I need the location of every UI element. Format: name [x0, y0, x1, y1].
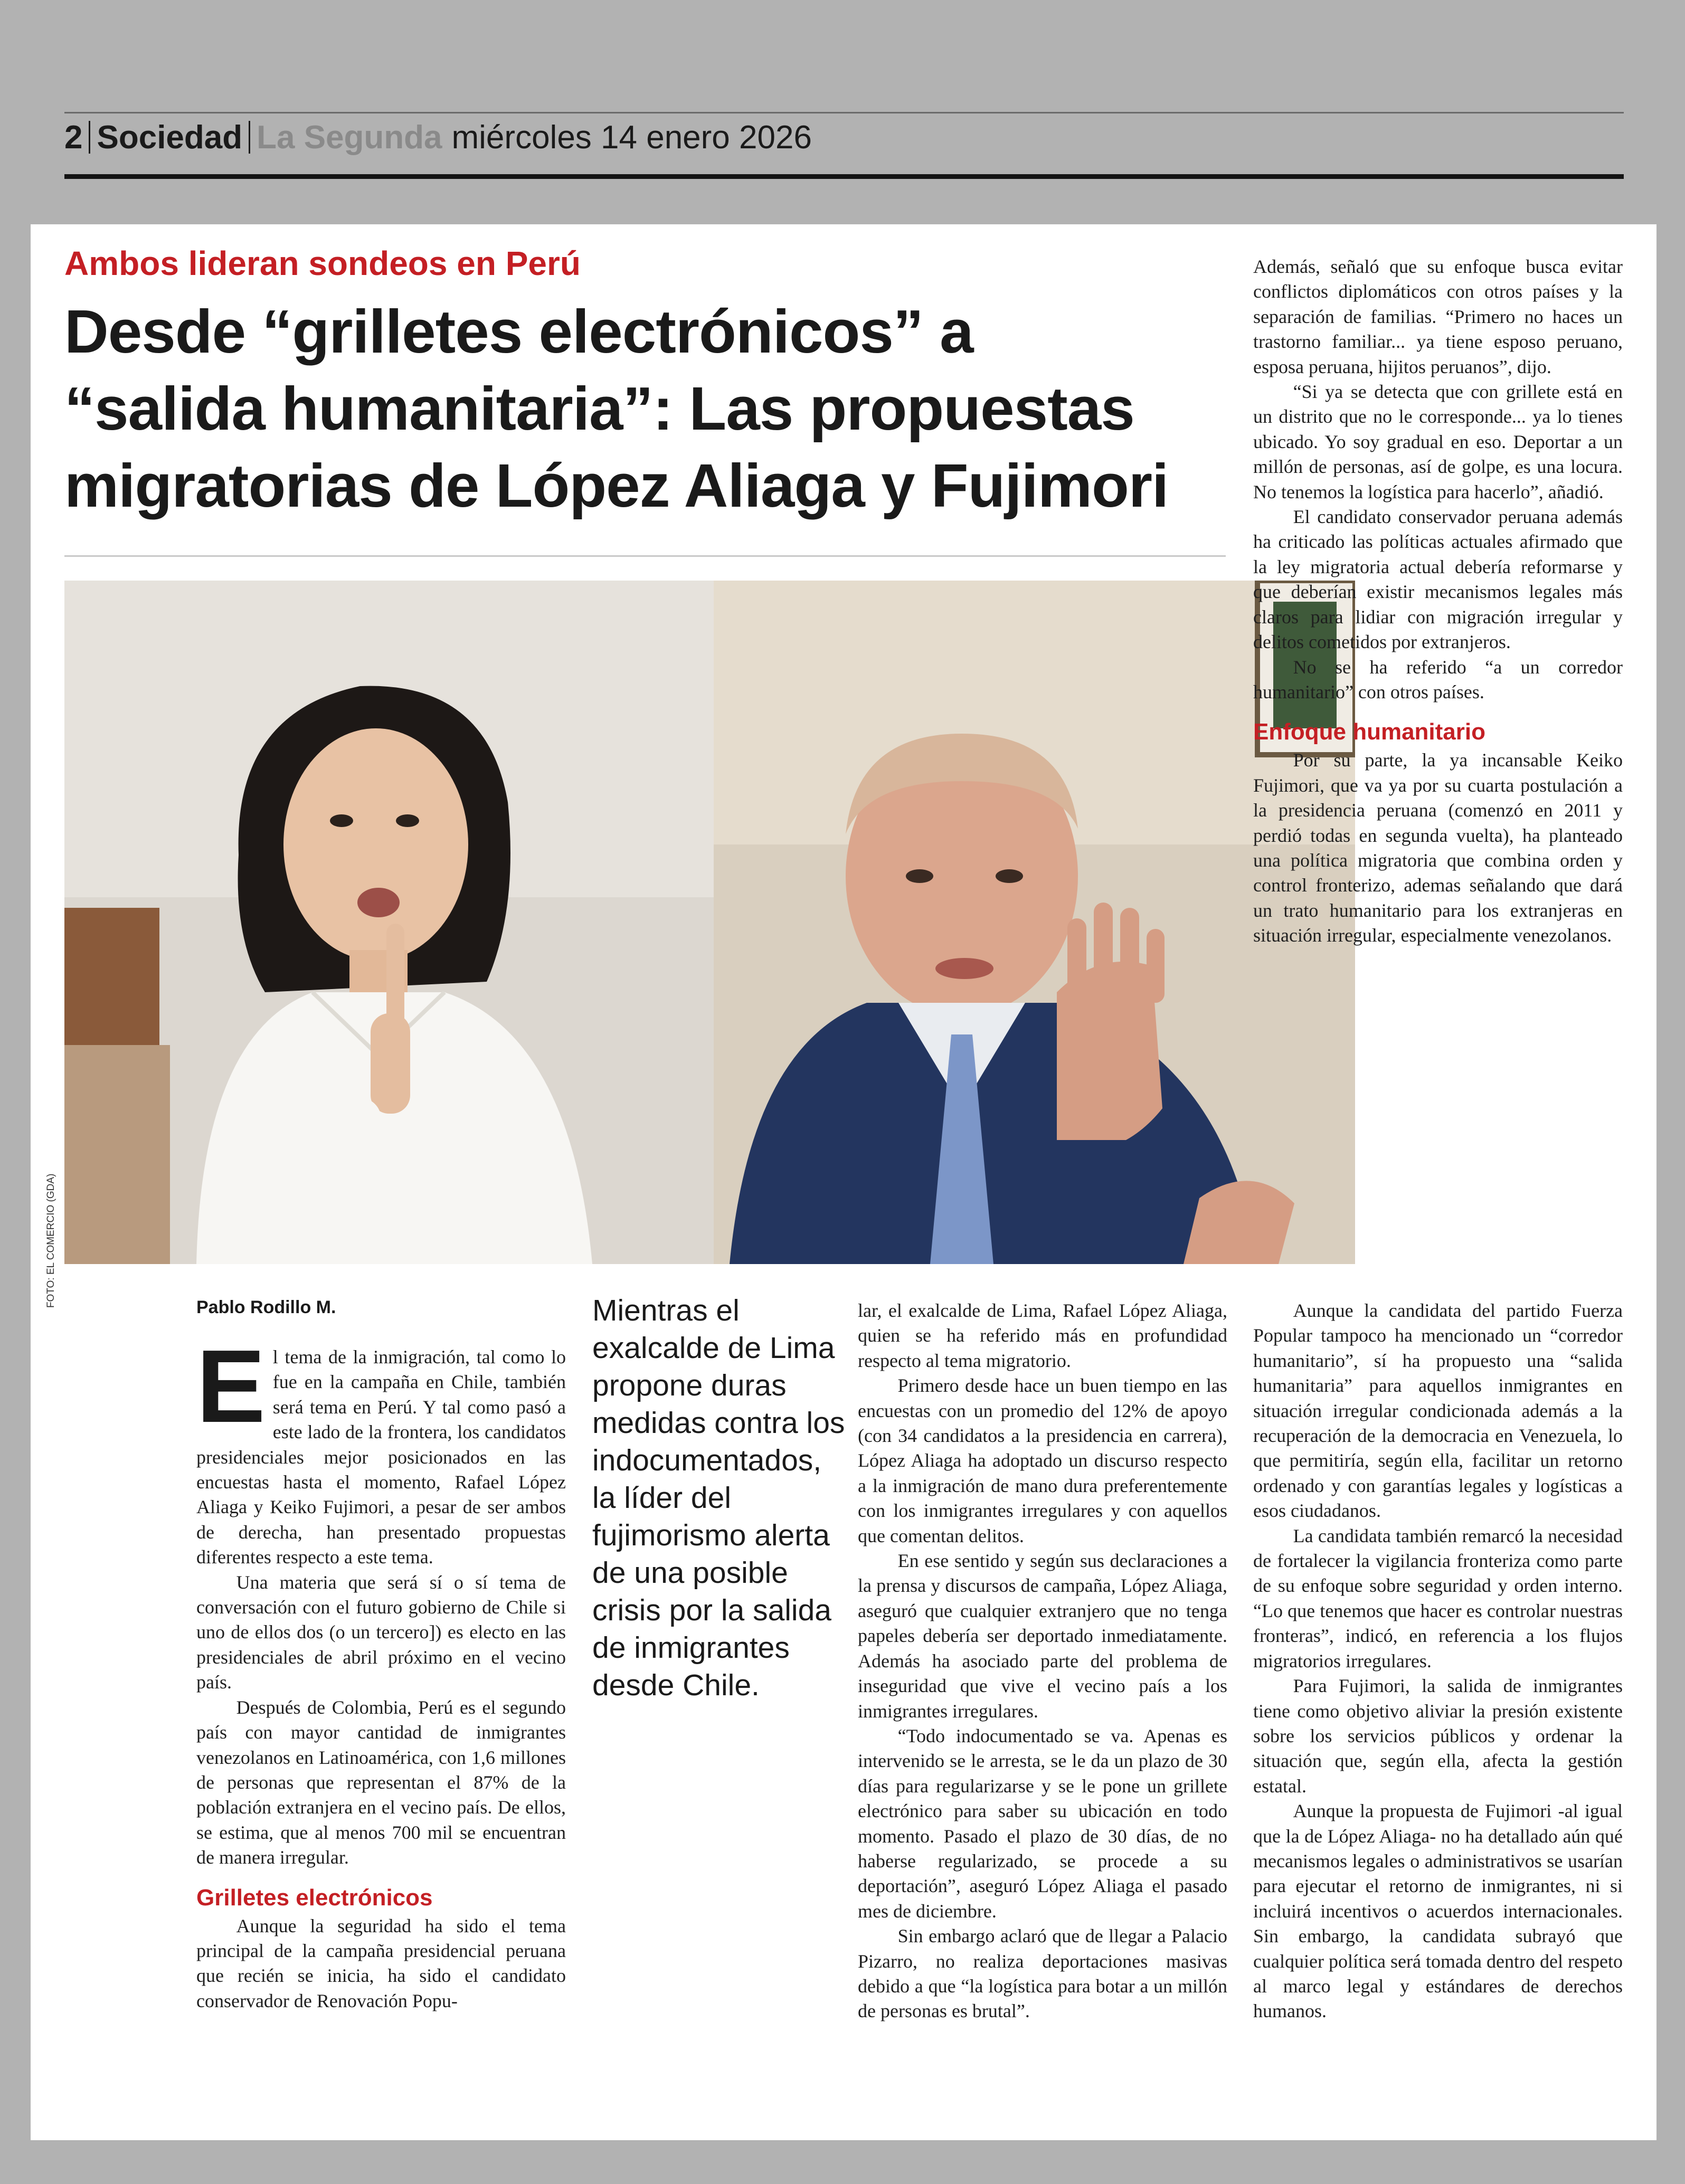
body-paragraph: “Si ya se detecta que con grillete está en un distrito que no le corresponde... ya lo tienes ubicado. Yo soy gradual en eso. Deportar a un millón de personas, así de golpe, es una locura. No tenemos la logística para hacerlo”, añadió.: [1253, 381, 1623, 502]
body-paragraph: Aunque la seguridad ha sido el tema principal de la campaña presidencial peruana que recién se inicia, ha sido el candidato conservador de Renovación Popu-: [196, 1915, 566, 2011]
body-paragraph: Por su parte, la ya incansable Keiko Fujimori, que va ya por su cuarta postulación a la presidencia peruana (comenzó en 2011 y perdió todas en segunda vuelta), ha planteado una política migratoria que combina orden y control fronterizo, ademas señalando que dará un trato humanitario para los extranjeras en situación irregular, especialmente venezolanos.: [1253, 749, 1623, 946]
pull-quote: Mientras el exalcalde de Lima propone duras medidas contra los indocumentados, la líder del fujimorismo alerta de una posible crisis por la salida de inmigrantes desde Chile.: [592, 1294, 845, 1702]
issue-date: miércoles 14 enero 2026: [451, 119, 812, 156]
body-paragraph: Para Fujimori, la salida de inmigrantes tiene como objetivo aliviar la presión existente sobre los servicios públicos y ordenar la situación que, según ella, afecta la gestión estatal.: [1253, 1675, 1623, 1797]
body-paragraph: La candidata también remarcó la necesidad de fortalecer la vigilancia fronteriza como parte de su enfoque sobre seguridad y orden interno. “Lo que tenemos que hacer es controlar nuestras fronteras”, indicó, en referencia a los flujos migratorios irregulares.: [1253, 1525, 1623, 1672]
page-number: 2: [64, 119, 83, 156]
body-paragraph: Sin embargo aclaró que de llegar a Palacio Pizarro, no realiza deportaciones masivas debido a que “la logística para botar a un millón de personas es brutal”.: [858, 1925, 1227, 2022]
header-separator: [249, 121, 250, 154]
page-header: [64, 116, 812, 158]
body-paragraph: El candidato conservador peruana además ha criticado las políticas actuales afirmado que la ley migratoria actual debería reformarse y que deberían existir mecanismos legales más claros para lidiar con migración irregular y delitos cometidos por extranjeros.: [1253, 506, 1623, 653]
article-headline: [64, 293, 1242, 524]
text-column-4-top: [1253, 254, 1623, 948]
body-paragraph: lar, el exalcalde de Lima, Rafael López Aliaga, quien se ha referido más en profundidad respecto al tema migratorio.: [858, 1300, 1227, 1371]
drop-cap: E: [196, 1328, 266, 1444]
article-photo: [64, 581, 1355, 1264]
header-top-rule: [64, 112, 1624, 113]
header-separator: [89, 121, 90, 154]
body-paragraph: “Todo indocumentado se va. Apenas es intervenido se le arresta, se le da un plazo de 30 días para regularizarse y se le pone un grillete electrónico para saber su ubicación en todo momento. Pasado el plazo de 30 días, de no haberse regularizado, se procede a su deportación”, aseguró López Aliaga el pasado mes de diciembre.: [858, 1725, 1227, 1922]
section-name: Sociedad: [97, 119, 243, 156]
body-paragraph: El tema de la inmigración, tal como lo fue en la campaña en Chile, también será tema en Perú. Y tal como pasó a este lado de la frontera, los candidatos presidenciales mejor posicionados en las encuestas hasta el momento, Rafael López Aliaga y Keiko Fujimori, a pesar de ser ambos de derecha, han presentado propuestas diferentes respecto a este tema.: [196, 1328, 566, 1568]
header-bottom-bar: [64, 174, 1624, 179]
headline-line: “salida humanitaria”: Las propuestas: [64, 374, 1134, 443]
body-paragraph: Aunque la propuesta de Fujimori -al igual que la de López Aliaga- no ha detallado aún qué mecanismos legales o administrativos se usarían para ejecutar el retorno de inmigrantes, ni si incluirá incentivos o acuerdos internacionales. Sin embargo, la candidata subrayó que cualquier política será tomada dentro del respeto al marco legal y estándares de derechos humanos.: [1253, 1800, 1623, 2022]
body-paragraph: Además, señaló que su enfoque busca evitar conflictos diplomáticos con otros países y la separación de familias. “Primero no haces un trastorno familiar... ya tiene esposo peruano, esposa peruana, hijitos peruanos”, dijo.: [1253, 256, 1623, 377]
photo-credit: FOTO: EL COMERCIO (GDA): [45, 1173, 56, 1308]
body-paragraph: No se ha referido “a un corredor humanitario” con otros países.: [1253, 656, 1623, 702]
headline-rule: [64, 555, 1226, 557]
text-column-3: [858, 1298, 1227, 2024]
text-column-4-bottom: [1253, 1298, 1623, 2024]
body-paragraph: En ese sentido y según sus declaraciones a la prensa y discursos de campaña, López Aliaga, aseguró que cualquier extranjero que no tenga papeles debería ser deportado inmediatamente. Además ha asociado parte del problema de inseguridad que vive el vecino país a los inmigrantes irregulares.: [858, 1550, 1227, 1722]
candidates-photo: [64, 581, 1355, 1264]
body-paragraph: Aunque la candidata del partido Fuerza Popular tampoco ha mencionado un “corredor humanitario”, sí ha propuesto una “salida humanitaria” para aquellos inmigrantes en situación irregular condicionada además a la recuperación de la democracia en Venezuela, lo que permitiría, según ella, facilitar un retorno ordenado y con garantías legales y logísticas a esos ciudadanos.: [1253, 1300, 1623, 1522]
text-column-1: [196, 1328, 566, 2014]
headline-line: migratorias de López Aliaga y Fujimori: [64, 451, 1169, 520]
subheading: Enfoque humanitario: [1253, 719, 1485, 745]
body-paragraph: Una materia que será sí o sí tema de conversación con el futuro gobierno de Chile si uno de ellos dos (o un tercero]) es electo en las presidenciales de abril próximo en el vecino país.: [196, 1571, 566, 1693]
publication-name: La Segunda: [257, 119, 442, 156]
byline: Pablo Rodillo M.: [196, 1297, 336, 1317]
subheading: Grilletes electrónicos: [196, 1884, 433, 1911]
article-kicker: Ambos lideran sondeos en Perú: [64, 244, 581, 282]
headline-line: Desde “grilletes electrónicos” a: [64, 297, 973, 366]
body-paragraph: Después de Colombia, Perú es el segundo país con mayor cantidad de inmigrantes venezolanos en Latinoamérica, con 1,6 millones de personas que representan el 87% de la población extranjera en el vecino país. De ellos, se estima, que al menos 700 mil se encuentran de manera irregular.: [196, 1696, 566, 1868]
body-paragraph: Primero desde hace un buen tiempo en las encuestas con un promedio del 12% de apoyo (con 34 candidatos a la presidencia en carrera), López Aliaga ha adoptado un discurso respecto a la inmigración de mano dura preferentemente con los inmigrantes irregulares y con aquellos que comentan delitos.: [858, 1375, 1227, 1546]
